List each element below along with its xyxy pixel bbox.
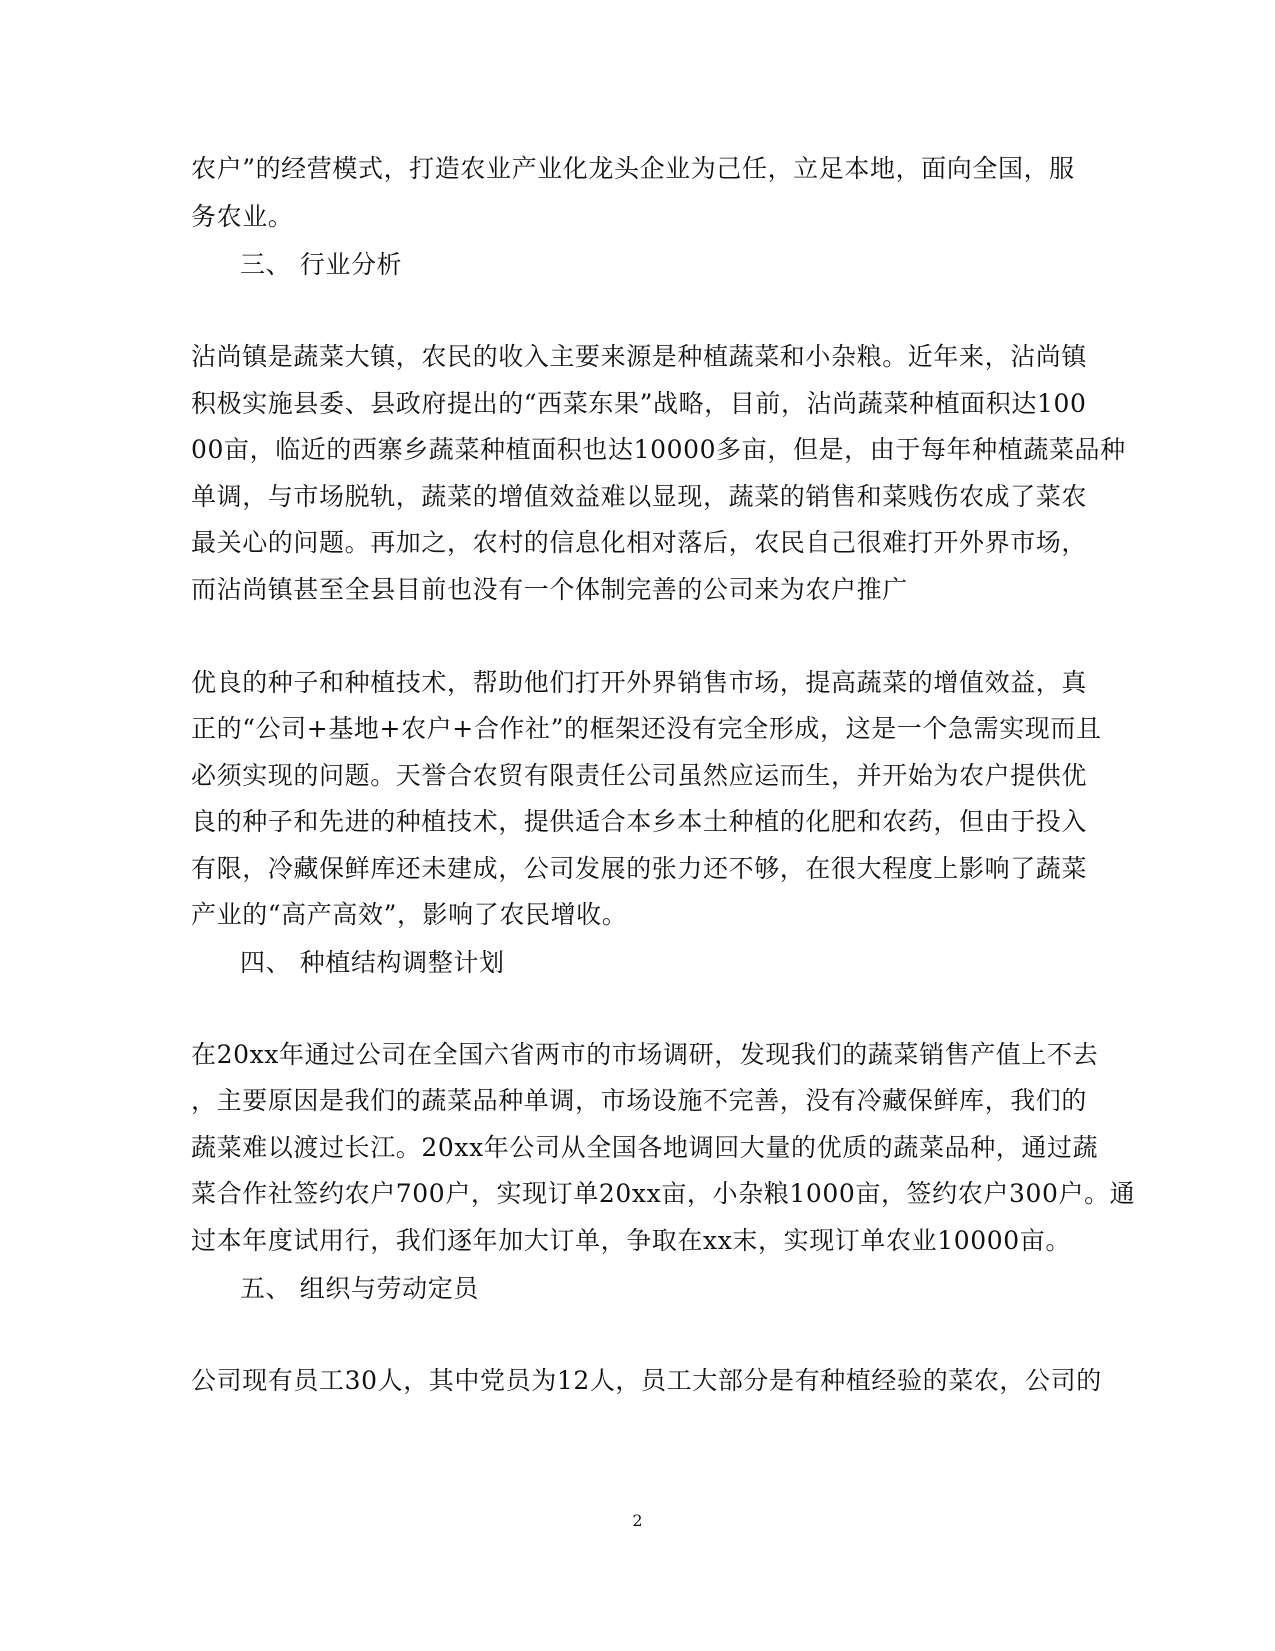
body-text-line: 沾尚镇是蔬菜大镇，农民的收入主要来源是种植蔬菜和小杂粮。近年来，沾尚镇 (191, 342, 1088, 371)
body-text-line: ，主要原因是我们的蔬菜品种单调，市场设施不完善，没有冷藏保鲜库，我们的 (191, 1086, 1088, 1115)
body-text-line: 优良的种子和种植技术，帮助他们打开外界销售市场，提高蔬菜的增值效益，真 (191, 668, 1088, 697)
body-text-line: 过本年度试用行，我们逐年加大订单，争取在xx末，实现订单农业10000亩。 (191, 1226, 1071, 1255)
section-heading-industry-analysis: 三、 行业分析 (240, 250, 403, 279)
body-text-line: 良的种子和先进的种植技术，提供适合本乡本土种植的化肥和农药，但由于投入 (191, 807, 1088, 836)
body-text-line: 而沾尚镇甚至全县目前也没有一个体制完善的公司来为农户推广 (191, 575, 908, 604)
body-text-line: 在20xx年通过公司在全国六省两市的市场调研，发现我们的蔬菜销售产值上不去 (191, 1040, 1099, 1069)
body-text-line: 积极实施县委、县政府提出的“西菜东果”战略，目前，沾尚蔬菜种植面积达100 (191, 389, 1087, 418)
body-text-line: 正的“公司+基地+农户+合作社”的框架还没有完全形成，这是一个急需实现而且 (191, 714, 1102, 743)
body-text-line: 务农业。 (191, 202, 294, 231)
body-text-line: 单调，与市场脱轨，蔬菜的增值效益难以显现，蔬菜的销售和菜贱伤农成了菜农 (191, 482, 1088, 511)
section-heading-organization-staffing: 五、 组织与劳动定员 (240, 1274, 479, 1303)
body-text-line: 有限，冷藏保鲜库还未建成，公司发展的张力还不够，在很大程度上影响了蔬菜 (191, 854, 1088, 883)
body-text-line: 菜合作社签约农户700户，实现订单20xx亩，小杂粮1000亩，签约农户300户。通 (191, 1179, 1136, 1208)
page-number: 2 (632, 1511, 643, 1530)
section-heading-planting-plan: 四、 种植结构调整计划 (240, 948, 505, 977)
body-text-line: 蔬菜难以渡过长江。20xx年公司从全国各地调回大量的优质的蔬菜品种，通过蔬 (191, 1133, 1099, 1162)
body-text-line: 产业的“高产高效”，影响了农民增收。 (191, 900, 628, 929)
body-text-line: 必须实现的问题。天誉合农贸有限责任公司虽然应运而生，并开始为农户提供优 (191, 761, 1088, 790)
body-text-line: 最关心的问题。再加之，农村的信息化相对落后，农民自己很难打开外界市场， (191, 528, 1088, 557)
body-text-line: 公司现有员工30人，其中党员为12人，员工大部分是有种植经验的菜农，公司的 (191, 1366, 1102, 1395)
body-text-line: 00亩，临近的西寨乡蔬菜种植面积也达10000多亩，但是，由于每年种植蔬菜品种 (191, 435, 1126, 464)
body-text-line: 农户”的经营模式，打造农业产业化龙头企业为己任，立足本地，面向全国，服 (191, 154, 1075, 183)
